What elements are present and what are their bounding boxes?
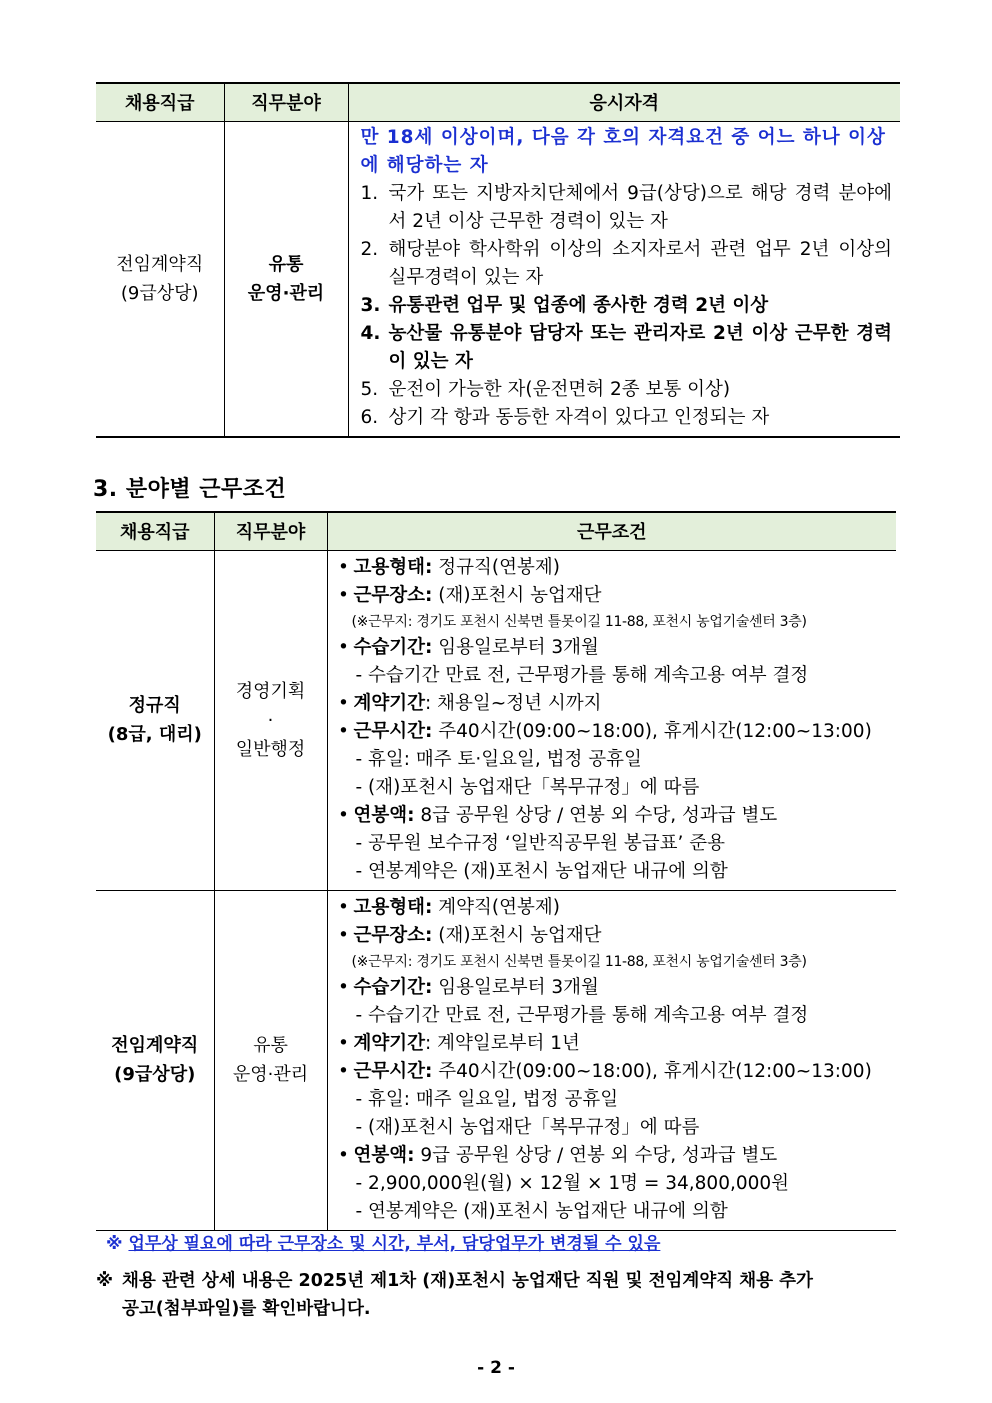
- detail-notice-text-2: 공고(첨부파일)를 확인바랍니다.: [122, 1299, 371, 1319]
- bullet-icon: •: [338, 556, 349, 578]
- item-number: 5.: [360, 378, 379, 400]
- value: 주40시간(09:00~18:00), 휴게시간(12:00~13:00): [432, 1060, 872, 1082]
- value: : 채용일~정년 시까지: [424, 692, 602, 714]
- field-line-2: 운영·관리: [232, 1064, 309, 1085]
- employment-type: [334, 554, 891, 582]
- qualification-table: [96, 82, 900, 438]
- conditions-cell: [327, 550, 896, 890]
- field-line-1: 유통: [268, 253, 304, 275]
- qualification-lead: 만 18세 이상이며, 다음 각 호의 자격요건 중 어느 하나 이상에 해당하는 자: [360, 126, 886, 176]
- label: 수습기간:: [353, 976, 433, 998]
- bullet-icon: •: [338, 804, 349, 826]
- qualification-item-6: [361, 404, 893, 432]
- field-cell: [214, 890, 327, 1230]
- qualification-row: [96, 121, 900, 437]
- item-text: 국가 또는 지방자치단체에서 9급(상당)으로 해당 경력 분야에서 2년 이상 근무한 경력이 있는 자: [388, 182, 892, 232]
- label: 수습기간:: [353, 636, 433, 658]
- training-sub: - 수습기간 만료 전, 근무평가를 통해 계속고용 여부 결정: [355, 664, 809, 686]
- qualification-item-2: [361, 236, 893, 292]
- item-number: 1.: [360, 182, 379, 204]
- salary-sub-2: - 연봉계약은 (재)포천시 농업재단 내규에 의함: [355, 860, 728, 882]
- value: (재)포천시 농업재단: [432, 584, 602, 606]
- contract-period: [334, 1030, 891, 1058]
- bullet-icon: •: [338, 976, 349, 998]
- item-number: 2.: [360, 238, 379, 260]
- field-line-2: 운영·관리: [247, 282, 325, 304]
- item-text: 해당분야 학사학위 이상의 소지자로서 관련 업무 2년 이상의 실무경력이 있는 자: [388, 238, 892, 288]
- value: 정규직(연봉제): [432, 556, 560, 578]
- header-field: 직무분야: [214, 512, 327, 550]
- conditions-cell: [327, 890, 896, 1230]
- item-number: 3.: [360, 294, 381, 316]
- salary-sub-2: - 연봉계약은 (재)포천시 농업재단 내규에 의함: [355, 1200, 728, 1222]
- header-conditions: 근무조건: [327, 512, 896, 550]
- qualification-item-1: [361, 180, 893, 236]
- value: 임용일로부터 3개월: [432, 636, 599, 658]
- salary: [334, 802, 891, 830]
- grade-line-2: (8급, 대리): [107, 724, 202, 745]
- hours-sub-1: - 휴일: 매주 토·일요일, 법정 공휴일: [355, 748, 642, 770]
- grade-line-2: (9급상당): [120, 282, 199, 304]
- bullet-icon: •: [338, 692, 349, 714]
- label: 계약기간: [353, 1032, 425, 1054]
- bullet-icon: •: [338, 1144, 349, 1166]
- work-place-note: (※근무지: 경기도 포천시 신북면 틀못이길 11-88, 포천시 농업기술센터 3층): [351, 953, 807, 970]
- item-text: 운전이 가능한 자(운전면허 2종 보통 이상): [388, 378, 731, 400]
- grade-cell: [96, 890, 214, 1230]
- field-line-3: 일반행정: [235, 738, 306, 760]
- salary-sub-1: - 2,900,000원(월) × 12월 × 1명 = 34,800,000원: [355, 1172, 790, 1194]
- qualification-item-3: [361, 292, 893, 320]
- detail-notice: [96, 1267, 900, 1323]
- field-line-1: 경영기획: [235, 680, 306, 702]
- value: 임용일로부터 3개월: [432, 976, 599, 998]
- grade-cell: [96, 550, 214, 890]
- salary: [334, 1142, 891, 1170]
- work-place: [334, 582, 891, 610]
- label: 근무장소:: [353, 584, 433, 606]
- conditions-row-contract: [96, 890, 896, 1230]
- header-qualification: 응시자격: [348, 83, 900, 121]
- employment-type: [334, 894, 891, 922]
- value: 주40시간(09:00~18:00), 휴게시간(12:00~13:00): [432, 720, 872, 742]
- item-text: 농산물 유통분야 담당자 또는 관리자로 2년 이상 근무한 경력이 있는 자: [388, 322, 892, 372]
- item-number: 4.: [360, 322, 381, 344]
- label: 근무시간:: [353, 720, 433, 742]
- header-grade: 채용직급: [96, 512, 214, 550]
- work-conditions-table: [96, 511, 896, 1231]
- bullet-icon: •: [338, 896, 349, 918]
- qualification-header-row: [96, 83, 900, 121]
- field-line-1: 유통: [253, 1035, 288, 1056]
- work-place-note: (※근무지: 경기도 포천시 신북면 틀못이길 11-88, 포천시 농업기술센터 3층): [351, 613, 807, 630]
- bullet-icon: •: [338, 1032, 349, 1054]
- change-notice-text: 업무상 필요에 따라 근무장소 및 시간, 부서, 담당업무가 변경될 수 있음: [128, 1234, 661, 1254]
- grade-line-2: (9급상당): [114, 1064, 196, 1085]
- grade-line-1: 전임계약직: [111, 1035, 199, 1056]
- label: 계약기간: [353, 692, 425, 714]
- contract-period: [334, 690, 891, 718]
- bullet-icon: •: [338, 924, 349, 946]
- conditions-header-row: [96, 512, 896, 550]
- field-cell: [224, 121, 348, 437]
- hours-sub-2: - (재)포천시 농업재단「복무규정」에 따름: [355, 1116, 700, 1138]
- value: : 계약일로부터 1년: [424, 1032, 580, 1054]
- bullet-icon: •: [338, 584, 349, 606]
- training-period: [334, 974, 891, 1002]
- training-period: [334, 634, 891, 662]
- work-place: [334, 922, 891, 950]
- bullet-icon: •: [338, 1060, 349, 1082]
- bullet-icon: •: [338, 636, 349, 658]
- detail-notice-text-1: 채용 관련 상세 내용은 2025년 제1차 (재)포천시 농업재단 직원 및 전임계약직 채용 추가: [122, 1271, 813, 1291]
- section-title: 3. 분야별 근무조건: [93, 477, 287, 502]
- note-mark: ※: [96, 1271, 114, 1291]
- conditions-row-regular: [96, 550, 896, 890]
- label: 연봉액:: [353, 1144, 415, 1166]
- detail-notice-line-1: [96, 1267, 900, 1295]
- bullet-icon: •: [338, 720, 349, 742]
- label: 연봉액:: [353, 804, 415, 826]
- item-text: 유통관련 업무 및 업종에 종사한 경력 2년 이상: [388, 294, 769, 316]
- label: 고용형태:: [353, 896, 433, 918]
- grade-cell: [96, 121, 224, 437]
- qualification-item-5: [361, 376, 893, 404]
- field-cell: [214, 550, 327, 890]
- field-line-2: ·: [267, 709, 274, 731]
- label: 고용형태:: [353, 556, 433, 578]
- grade-line-1: 전임계약직: [116, 253, 204, 275]
- item-text: 상기 각 항과 동등한 자격이 있다고 인정되는 자: [388, 406, 770, 428]
- value: 9급 공무원 상당 / 연봉 외 수당, 성과급 별도: [414, 1144, 778, 1166]
- change-notice: [106, 1229, 660, 1254]
- item-number: 6.: [360, 406, 379, 428]
- value: 8급 공무원 상당 / 연봉 외 수당, 성과급 별도: [414, 804, 778, 826]
- work-hours: [334, 1058, 891, 1086]
- work-hours: [334, 718, 891, 746]
- value: (재)포천시 농업재단: [432, 924, 602, 946]
- label: 근무시간:: [353, 1060, 433, 1082]
- hours-sub-1: - 휴일: 매주 일요일, 법정 공휴일: [355, 1088, 619, 1110]
- value: 계약직(연봉제): [432, 896, 560, 918]
- hours-sub-2: - (재)포천시 농업재단「복무규정」에 따름: [355, 776, 700, 798]
- qualification-item-4: [361, 320, 893, 376]
- qualification-cell: [348, 121, 900, 437]
- label: 근무장소:: [353, 924, 433, 946]
- grade-line-1: 정규직: [128, 695, 181, 716]
- page-number: - 2 -: [477, 1358, 515, 1378]
- training-sub: - 수습기간 만료 전, 근무평가를 통해 계속고용 여부 결정: [355, 1004, 809, 1026]
- note-mark: ※: [106, 1234, 123, 1254]
- header-grade: 채용직급: [96, 83, 224, 121]
- salary-sub-1: - 공무원 보수규정 ‘일반직공무원 봉급표’ 준용: [355, 832, 726, 854]
- header-field: 직무분야: [224, 83, 348, 121]
